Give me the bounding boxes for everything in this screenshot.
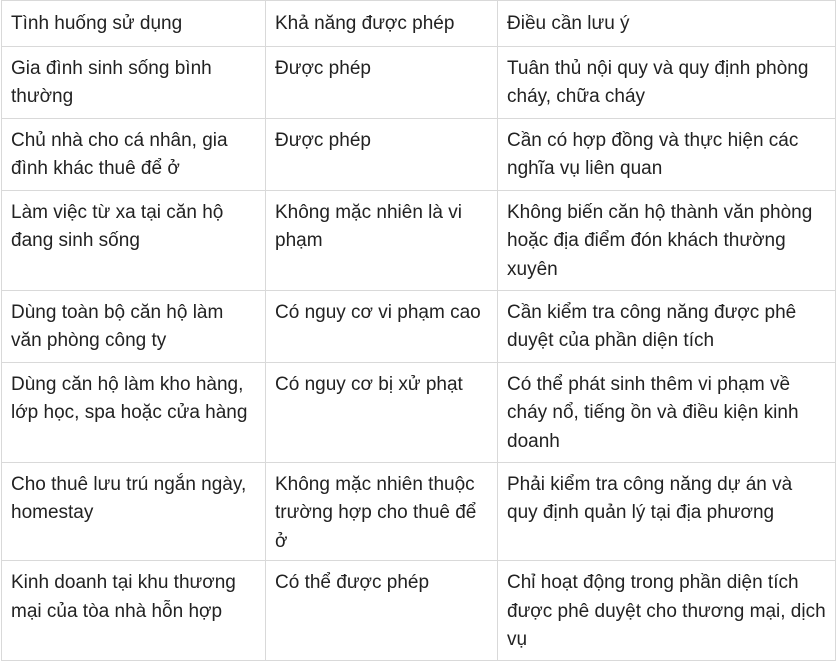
header-permissibility: Khả năng được phép: [266, 1, 498, 47]
table-row: [2, 118, 836, 190]
cell-notes: Phải kiểm tra công năng dự án và quy định quản lý tại địa phương: [498, 462, 836, 561]
cell-situation: Dùng căn hộ làm kho hàng, lớp học, spa hoặc cửa hàng: [2, 362, 266, 462]
table-row: [2, 362, 836, 462]
cell-notes: Cần có hợp đồng và thực hiện các nghĩa vụ liên quan: [498, 118, 836, 190]
cell-permissibility: Có thể được phép: [266, 561, 498, 661]
table-row: [2, 46, 836, 118]
cell-notes: Không biến căn hộ thành văn phòng hoặc địa điểm đón khách thường xuyên: [498, 190, 836, 290]
cell-notes: Tuân thủ nội quy và quy định phòng cháy, chữa cháy: [498, 46, 836, 118]
cell-permissibility: Có nguy cơ vi phạm cao: [266, 290, 498, 362]
table-row: [2, 190, 836, 290]
cell-permissibility: Có nguy cơ bị xử phạt: [266, 362, 498, 462]
cell-situation: Làm việc từ xa tại căn hộ đang sinh sống: [2, 190, 266, 290]
cell-situation: Cho thuê lưu trú ngắn ngày, homestay: [2, 462, 266, 561]
cell-notes: Cần kiểm tra công năng được phê duyệt của phần diện tích: [498, 290, 836, 362]
header-usage-situation: Tình huống sử dụng: [2, 1, 266, 47]
cell-permissibility: Được phép: [266, 46, 498, 118]
cell-situation: Chủ nhà cho cá nhân, gia đình khác thuê để ở: [2, 118, 266, 190]
cell-permissibility: Không mặc nhiên là vi phạm: [266, 190, 498, 290]
cell-notes: Chỉ hoạt động trong phần diện tích được phê duyệt cho thương mại, dịch vụ: [498, 561, 836, 661]
cell-situation: Gia đình sinh sống bình thường: [2, 46, 266, 118]
cell-situation: Dùng toàn bộ căn hộ làm văn phòng công ty: [2, 290, 266, 362]
table-row: [2, 462, 836, 561]
table-row: [2, 561, 836, 661]
header-notes: Điều cần lưu ý: [498, 1, 836, 47]
cell-permissibility: Được phép: [266, 118, 498, 190]
usage-table: [1, 0, 836, 661]
table-row: [2, 290, 836, 362]
cell-permissibility: Không mặc nhiên thuộc trường hợp cho thuê để ở: [266, 462, 498, 561]
cell-situation: Kinh doanh tại khu thương mại của tòa nhà hỗn hợp: [2, 561, 266, 661]
cell-notes: Có thể phát sinh thêm vi phạm về cháy nổ, tiếng ồn và điều kiện kinh doanh: [498, 362, 836, 462]
table-header-row: [2, 1, 836, 47]
